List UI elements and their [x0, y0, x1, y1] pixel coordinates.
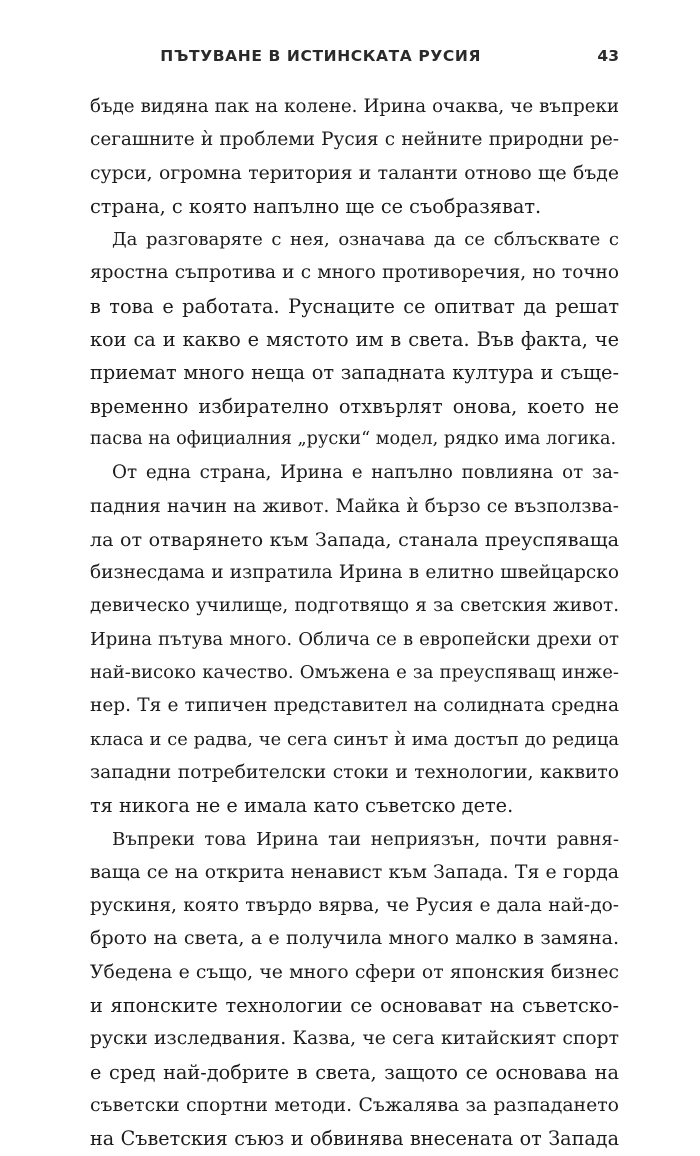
text-line: Убедена е също, че много сфери от японския бизнес: [90, 961, 619, 983]
text-line: на Съветския съюз и обвинява внесената от Запада: [90, 1127, 619, 1151]
text-line: бъде видяна пак на колене. Ирина очаква, че въпреки: [90, 96, 619, 117]
text-line: пасва на официалния „руски“ модел, рядко има логика.: [90, 428, 617, 449]
text-line: падния начин на живот. Майка ѝ бързо се възползва-: [90, 495, 619, 517]
text-line: От една страна, Ирина е напълно повлияна от за-: [112, 462, 619, 484]
text-line: Въпреки това Ирина таи неприязън, почти равня-: [112, 828, 619, 850]
text-line: руски изследвания. Казва, че сега китайският спорт: [90, 1028, 619, 1050]
text-line: кои са и какво е мястото им в света. Във факта, че: [90, 328, 619, 352]
text-line: сегашните ѝ проблеми Русия с нейните природни ре-: [90, 129, 619, 151]
text-line: страна, с която напълно ще се съобразяват.: [90, 194, 542, 218]
text-line: най-високо качество. Омъжена е за преуспяващ инже-: [90, 662, 619, 684]
text-line: рускиня, която твърдо вярва, че Русия е дала най-до-: [90, 895, 619, 917]
text-line: Ирина пътува много. Облича се в европейски дрехи от: [90, 628, 619, 650]
text-line: девическо училище, подготвящо я за светския живот.: [90, 595, 619, 617]
text-line: яростна съпротива и с много противоречия, но точно: [90, 262, 619, 284]
text-line: Да разговаряте с нея, означава да се сблъсквате с: [112, 229, 619, 251]
text-line: брото на света, а е получила много малко в замяна.: [90, 927, 619, 950]
text-line: в това е работата. Руснаците се опитват да решат: [90, 294, 619, 318]
text-line: временно избирателно отхвърлят онова, което не: [90, 394, 619, 418]
text-line: класа и се радва, че сега синът ѝ има достъп до редица: [90, 728, 619, 750]
text-line: приемат много неща от западната култура и съще-: [90, 361, 619, 385]
text-line: западни потребителски стоки и технологии, каквито: [90, 761, 619, 783]
text-line: и японските технологии се основават на съветско-: [90, 994, 619, 1018]
text-line: сурси, огромна територия и таланти отново ще бъде: [90, 162, 619, 184]
body-text: [90, 90, 619, 1156]
text-line: ваща се на открита ненавист към Запада. Тя е горда: [90, 861, 619, 883]
text-line: тя никога не е имала като съветско дете.: [90, 794, 514, 818]
text-line: нер. Тя е типичен представител на солидната средна: [90, 695, 619, 717]
text-line: бизнесдама и изпратила Ирина в елитно швейцарско: [90, 562, 619, 584]
running-title: ПЪТУВАНЕ В ИСТИНСКАТА РУСИЯ: [160, 47, 481, 65]
running-header: [90, 47, 619, 71]
page-number: 43: [597, 47, 619, 65]
text-line: ла от отварянето към Запада, станала преуспяваща: [90, 527, 619, 551]
text-line: съветски спортни методи. Съжалява за разпадането: [90, 1094, 619, 1116]
text-line: е сред най-добрите в света, защото се основава на: [90, 1060, 619, 1084]
